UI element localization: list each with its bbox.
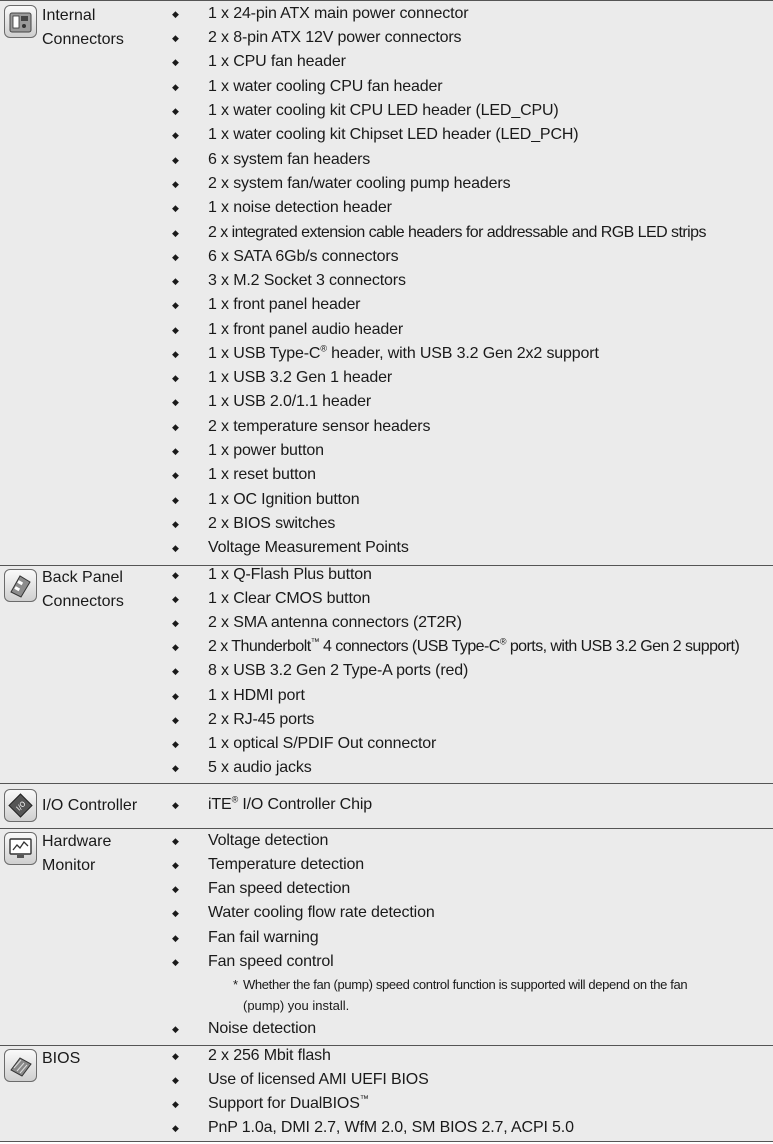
list-item-text: 1 x noise detection header <box>208 199 392 216</box>
list-item-text: 1 x water cooling CPU fan header <box>208 78 443 95</box>
bullet-icon: ◆ <box>172 836 179 846</box>
list-item-text: 2 x temperature sensor headers <box>208 418 431 435</box>
list-item-text: Temperature detection <box>208 856 365 873</box>
bullet-icon: ◆ <box>172 57 179 67</box>
list-item-text: Voltage Measurement Points <box>208 539 409 556</box>
list-item-text: 2 x 8-pin ATX 12V power connectors <box>208 29 462 46</box>
bullet-icon: ◆ <box>172 130 179 140</box>
list-item-text: 2 x 256 Mbit flash <box>208 1047 331 1064</box>
list-item-text: 1 x USB 2.0/1.1 header <box>208 393 372 410</box>
section-label: Internal Connectors <box>42 7 124 48</box>
list-item-text: 1 x Q-Flash Plus button <box>208 566 372 583</box>
list-item-text: 1 x power button <box>208 442 324 459</box>
list-item-text: 1 x 24-pin ATX main power connector <box>208 5 469 22</box>
monitor-icon <box>4 832 37 865</box>
bullet-icon: ◆ <box>172 9 179 19</box>
list-item-text: PnP 1.0a, DMI 2.7, WfM 2.0, SM BIOS 2.7, ACPI 5.0 <box>208 1119 574 1136</box>
footnote-line: (pump) you install. <box>243 998 350 1013</box>
list-item-text: 1 x Clear CMOS button <box>208 590 371 607</box>
bullet-icon: ◆ <box>172 957 179 967</box>
list-item-text: 5 x audio jacks <box>208 759 312 776</box>
list-item-text: 1 x water cooling kit CPU LED header (LED_CPU) <box>208 102 559 119</box>
list-item-text: 1 x USB 3.2 Gen 1 header <box>208 369 393 386</box>
list-item-text: 2 x BIOS switches <box>208 515 336 532</box>
list-item-text: 1 x reset button <box>208 466 316 483</box>
bullet-icon: ◆ <box>172 1075 179 1085</box>
list-item-text: 1 x optical S/PDIF Out connector <box>208 735 437 752</box>
footnote <box>233 974 771 1016</box>
bullet-icon: ◆ <box>172 860 179 870</box>
footnote-line: Whether the fan (pump) speed control function is supported will depend on the fan <box>243 977 688 992</box>
list-item-text: Fan speed control <box>208 953 334 970</box>
list-item-text: 1 x HDMI port <box>208 687 305 704</box>
list-item-text: Water cooling flow rate detection <box>208 904 435 921</box>
bullet-icon: ◆ <box>172 691 179 701</box>
bullet-icon: ◆ <box>172 594 179 604</box>
bullet-icon: ◆ <box>172 800 179 810</box>
bullet-icon: ◆ <box>172 543 179 553</box>
list-item-text: 2 x Thunderbolt™ 4 connectors (USB Type-C® ports, with USB 3.2 Gen 2 support) <box>208 636 740 655</box>
back-panel-icon <box>4 569 37 602</box>
list-item-text: Voltage detection <box>208 832 329 849</box>
list-item-text: 1 x front panel header <box>208 296 361 313</box>
list-item-text: 2 x RJ-45 ports <box>208 711 315 728</box>
list-item-text: 8 x USB 3.2 Gen 2 Type-A ports (red) <box>208 662 469 679</box>
list-item-text: 1 x front panel audio header <box>208 321 404 338</box>
list-item-text: 6 x system fan headers <box>208 151 371 168</box>
bullet-icon: ◆ <box>172 1099 179 1109</box>
bullet-icon: ◆ <box>172 252 179 262</box>
list-item-text: 1 x OC Ignition button <box>208 491 360 508</box>
bullet-icon: ◆ <box>172 1024 179 1034</box>
bullet-icon: ◆ <box>172 908 179 918</box>
list-item-text: 2 x integrated extension cable headers for addressable and RGB LED strips <box>208 224 706 241</box>
bullet-icon: ◆ <box>172 228 179 238</box>
bullet-icon: ◆ <box>172 33 179 43</box>
bullet-icon: ◆ <box>172 325 179 335</box>
bullet-icon: ◆ <box>172 1051 179 1061</box>
list-item-text: Fan fail warning <box>208 929 319 946</box>
list-item-text: 6 x SATA 6Gb/s connectors <box>208 248 399 265</box>
list-item-text: 3 x M.2 Socket 3 connectors <box>208 272 406 289</box>
bullet-icon: ◆ <box>172 470 179 480</box>
bullet-icon: ◆ <box>172 642 179 652</box>
bullet-icon: ◆ <box>172 179 179 189</box>
list-item-text: 1 x CPU fan header <box>208 53 346 70</box>
bullet-icon: ◆ <box>172 495 179 505</box>
bullet-icon: ◆ <box>172 349 179 359</box>
bullet-icon: ◆ <box>172 618 179 628</box>
bullet-icon: ◆ <box>172 106 179 116</box>
bullet-icon: ◆ <box>172 397 179 407</box>
list-item-text: Fan speed detection <box>208 880 351 897</box>
list-item-text: iTE® I/O Controller Chip <box>208 794 372 813</box>
bullet-icon: ◆ <box>172 715 179 725</box>
bullet-icon: ◆ <box>172 82 179 92</box>
list-item-text: Support for DualBIOS™ <box>208 1093 369 1112</box>
list-item-text: 2 x system fan/water cooling pump headers <box>208 175 511 192</box>
bullet-icon: ◆ <box>172 666 179 676</box>
bullet-icon: ◆ <box>172 1123 179 1133</box>
bullet-icon: ◆ <box>172 763 179 773</box>
bullet-icon: ◆ <box>172 884 179 894</box>
bullet-icon: ◆ <box>172 373 179 383</box>
list-item-text: 2 x SMA antenna connectors (2T2R) <box>208 614 462 631</box>
bullet-icon: ◆ <box>172 422 179 432</box>
section-label: I/O Controller <box>42 797 138 814</box>
bullet-icon: ◆ <box>172 446 179 456</box>
list-item-text: 1 x water cooling kit Chipset LED header (LED_PCH) <box>208 126 579 143</box>
bullet-icon: ◆ <box>172 739 179 749</box>
internal-connectors-icon <box>4 5 37 38</box>
io-chip-icon <box>4 789 37 822</box>
list-item-text: Noise detection <box>208 1020 317 1037</box>
bullet-icon: ◆ <box>172 570 179 580</box>
bullet-icon: ◆ <box>172 155 179 165</box>
section-label: Hardware Monitor <box>42 833 112 874</box>
bullet-icon: ◆ <box>172 933 179 943</box>
svg-text:I/O: I/O <box>14 799 28 813</box>
section-io-controller <box>0 783 773 828</box>
section-label: BIOS <box>42 1050 81 1067</box>
bullet-icon: ◆ <box>172 300 179 310</box>
footnote-marker: * <box>233 977 239 992</box>
list-item-text: Use of licensed AMI UEFI BIOS <box>208 1071 429 1088</box>
bullet-icon: ◆ <box>172 203 179 213</box>
list-item-text: 1 x USB Type-C® header, with USB 3.2 Gen 2x2 support <box>208 343 599 362</box>
section-label: Back Panel Connectors <box>42 569 124 610</box>
bullet-icon: ◆ <box>172 276 179 286</box>
bios-chip-icon <box>4 1049 37 1082</box>
bullet-icon: ◆ <box>172 519 179 529</box>
